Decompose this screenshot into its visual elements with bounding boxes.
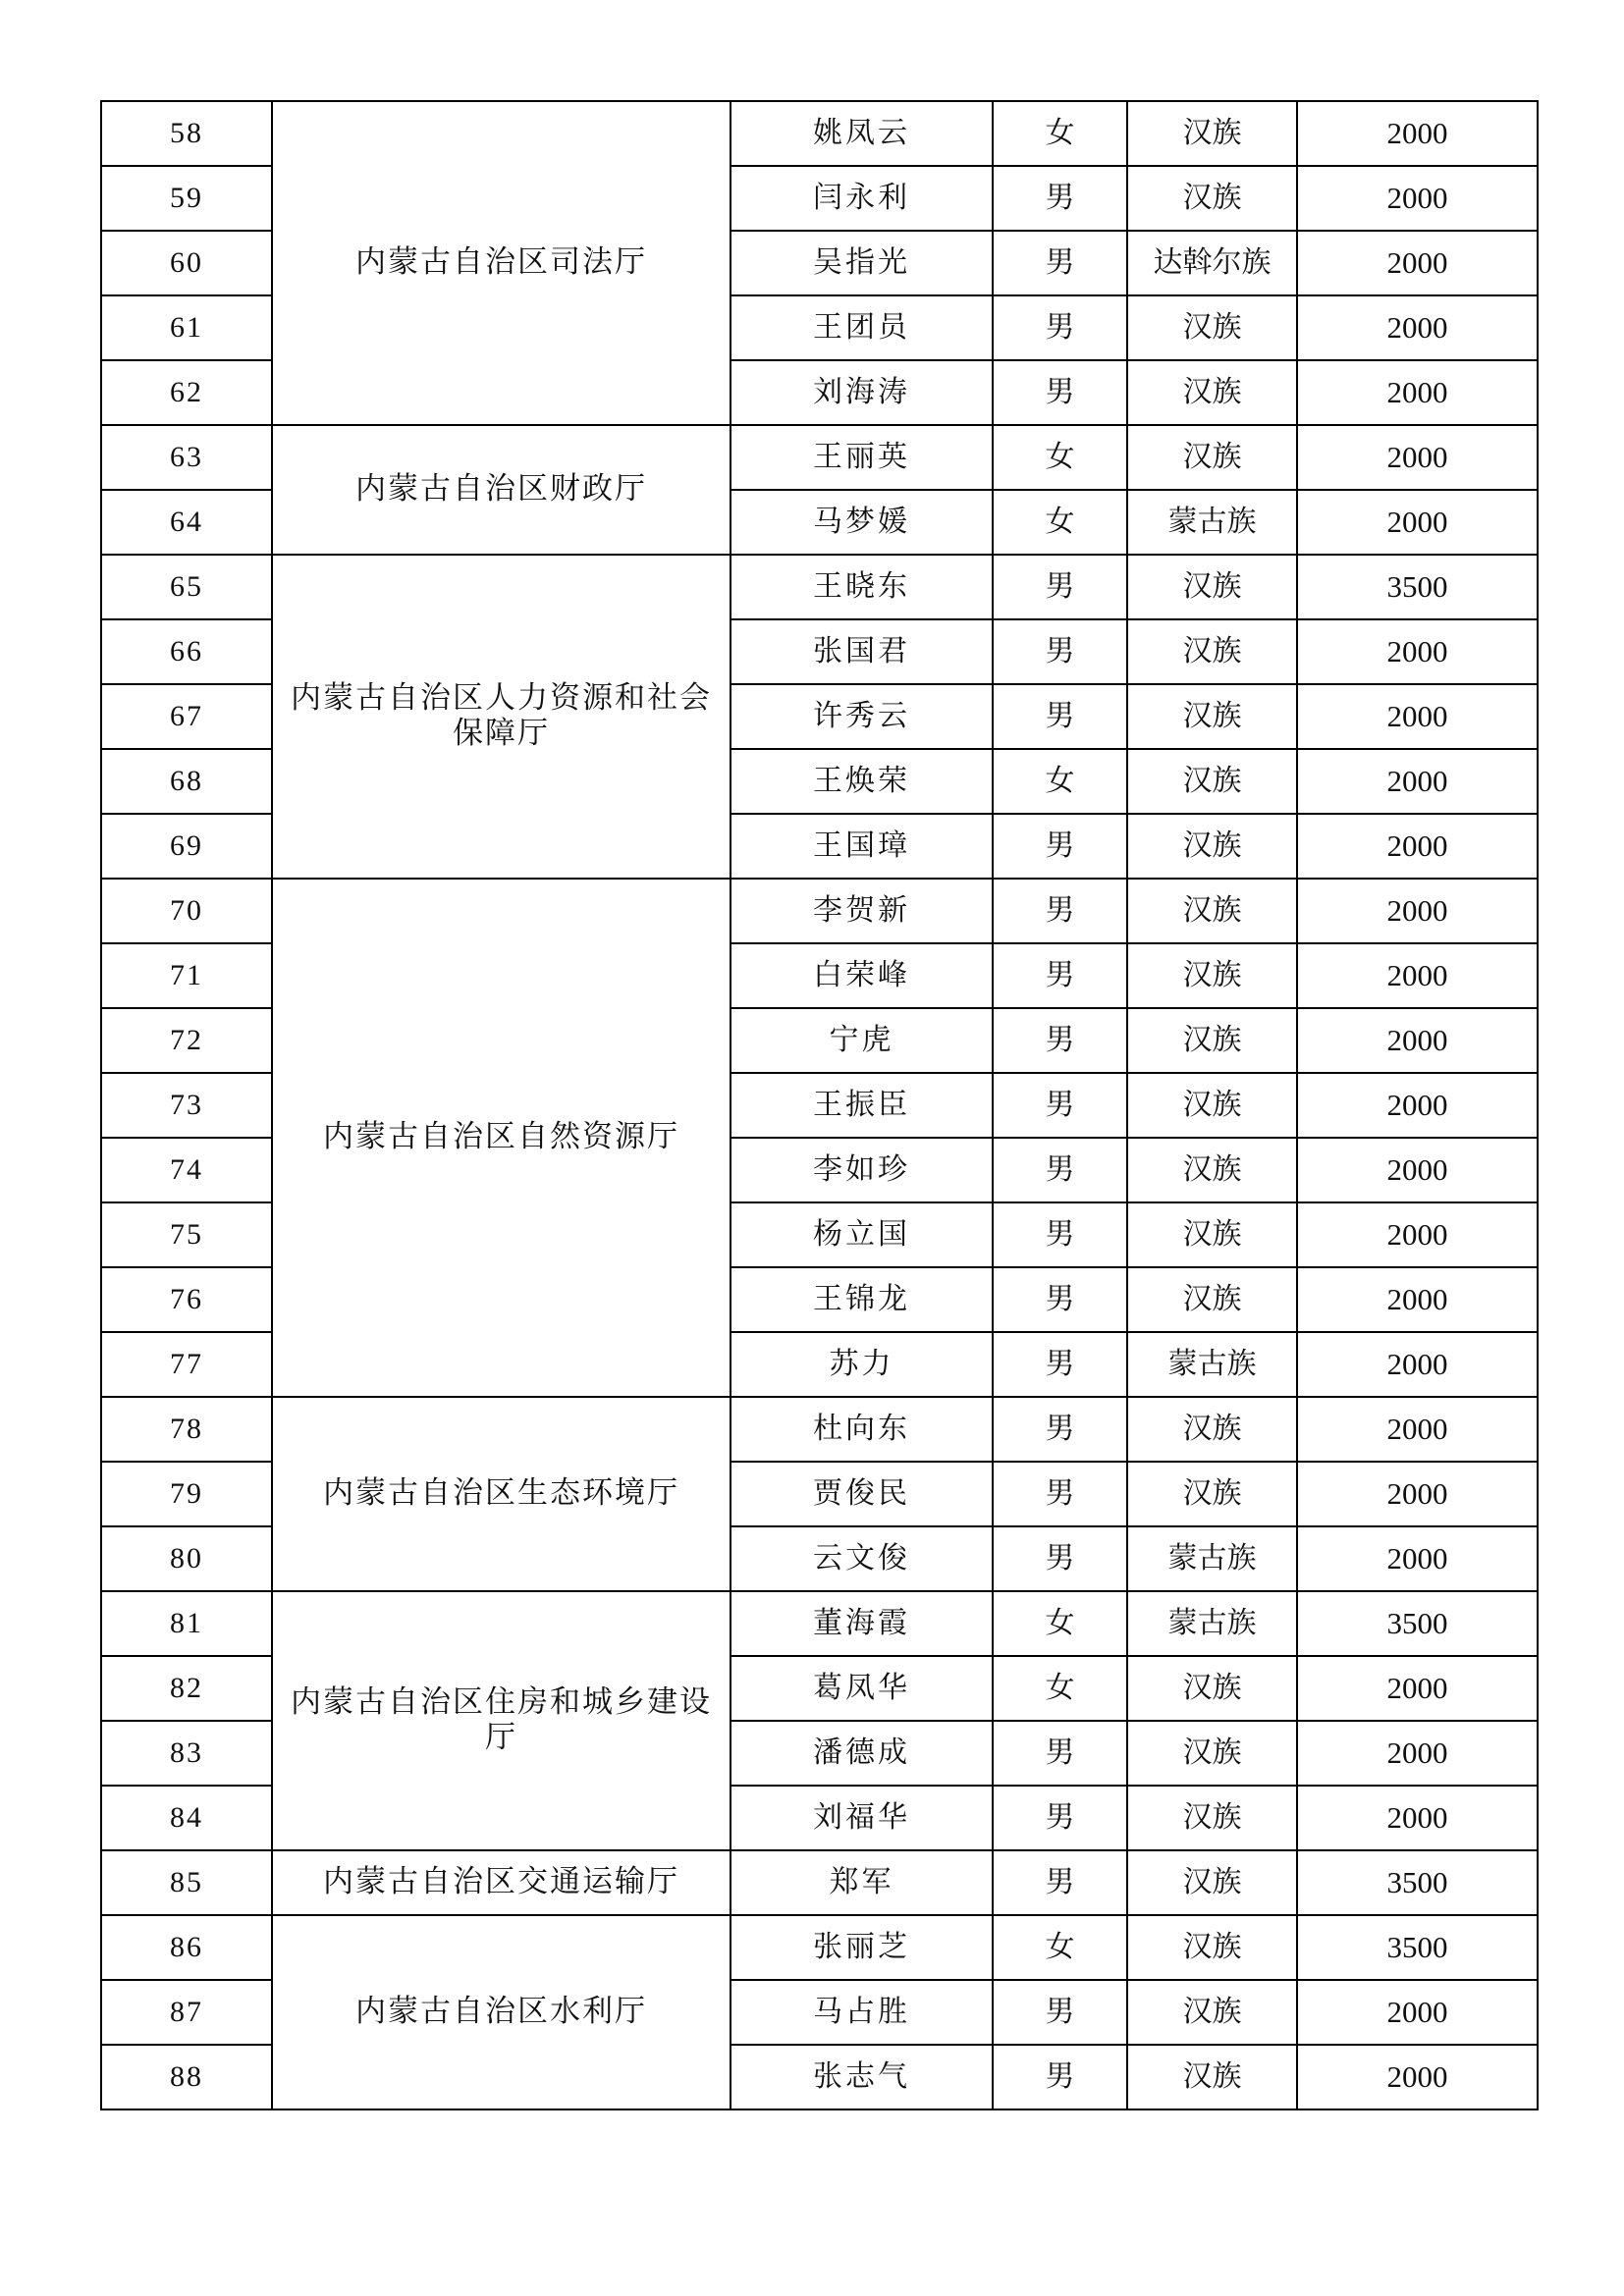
amount-cell: 2000 bbox=[1297, 166, 1538, 231]
gender-cell: 男 bbox=[993, 1786, 1127, 1850]
serial-number-cell: 81 bbox=[101, 1591, 272, 1656]
department-cell: 内蒙古自治区司法厅 bbox=[272, 101, 731, 425]
gender-cell: 男 bbox=[993, 1397, 1127, 1462]
name-cell: 李如珍 bbox=[731, 1138, 993, 1202]
name-cell: 姚凤云 bbox=[731, 101, 993, 166]
gender-cell: 男 bbox=[993, 943, 1127, 1008]
serial-number-cell: 61 bbox=[101, 295, 272, 360]
gender-cell: 男 bbox=[993, 814, 1127, 879]
serial-number-cell: 82 bbox=[101, 1656, 272, 1721]
recipient-table-body bbox=[101, 101, 1538, 2109]
name-cell: 王振臣 bbox=[731, 1073, 993, 1138]
name-cell: 苏力 bbox=[731, 1332, 993, 1397]
name-cell: 郑军 bbox=[731, 1850, 993, 1915]
ethnicity-cell: 蒙古族 bbox=[1127, 490, 1297, 555]
name-cell: 张国君 bbox=[731, 619, 993, 684]
amount-cell: 2000 bbox=[1297, 1786, 1538, 1850]
amount-cell: 2000 bbox=[1297, 231, 1538, 295]
amount-cell: 2000 bbox=[1297, 749, 1538, 814]
department-cell: 内蒙古自治区水利厅 bbox=[272, 1915, 731, 2109]
department-cell: 内蒙古自治区自然资源厅 bbox=[272, 879, 731, 1397]
ethnicity-cell: 汉族 bbox=[1127, 101, 1297, 166]
ethnicity-cell: 汉族 bbox=[1127, 1267, 1297, 1332]
serial-number-cell: 66 bbox=[101, 619, 272, 684]
ethnicity-cell: 汉族 bbox=[1127, 425, 1297, 490]
serial-number-cell: 87 bbox=[101, 1980, 272, 2045]
ethnicity-cell: 汉族 bbox=[1127, 1397, 1297, 1462]
ethnicity-cell: 汉族 bbox=[1127, 879, 1297, 943]
name-cell: 王国璋 bbox=[731, 814, 993, 879]
ethnicity-cell: 达斡尔族 bbox=[1127, 231, 1297, 295]
name-cell: 王锦龙 bbox=[731, 1267, 993, 1332]
ethnicity-cell: 汉族 bbox=[1127, 555, 1297, 619]
name-cell: 董海霞 bbox=[731, 1591, 993, 1656]
gender-cell: 男 bbox=[993, 360, 1127, 425]
name-cell: 杨立国 bbox=[731, 1202, 993, 1267]
amount-cell: 2000 bbox=[1297, 619, 1538, 684]
name-cell: 宁虎 bbox=[731, 1008, 993, 1073]
gender-cell: 女 bbox=[993, 490, 1127, 555]
name-cell: 闫永利 bbox=[731, 166, 993, 231]
gender-cell: 男 bbox=[993, 1073, 1127, 1138]
serial-number-cell: 79 bbox=[101, 1462, 272, 1526]
serial-number-cell: 86 bbox=[101, 1915, 272, 1980]
amount-cell: 2000 bbox=[1297, 943, 1538, 1008]
department-cell: 内蒙古自治区交通运输厅 bbox=[272, 1850, 731, 1915]
name-cell: 潘德成 bbox=[731, 1721, 993, 1786]
ethnicity-cell: 汉族 bbox=[1127, 943, 1297, 1008]
serial-number-cell: 59 bbox=[101, 166, 272, 231]
gender-cell: 女 bbox=[993, 1656, 1127, 1721]
serial-number-cell: 69 bbox=[101, 814, 272, 879]
ethnicity-cell: 汉族 bbox=[1127, 1915, 1297, 1980]
gender-cell: 男 bbox=[993, 166, 1127, 231]
gender-cell: 男 bbox=[993, 2045, 1127, 2109]
amount-cell: 3500 bbox=[1297, 1915, 1538, 1980]
serial-number-cell: 62 bbox=[101, 360, 272, 425]
gender-cell: 男 bbox=[993, 1267, 1127, 1332]
serial-number-cell: 73 bbox=[101, 1073, 272, 1138]
ethnicity-cell: 汉族 bbox=[1127, 360, 1297, 425]
amount-cell: 3500 bbox=[1297, 555, 1538, 619]
ethnicity-cell: 汉族 bbox=[1127, 1850, 1297, 1915]
serial-number-cell: 74 bbox=[101, 1138, 272, 1202]
table-row bbox=[101, 101, 1538, 166]
gender-cell: 男 bbox=[993, 1462, 1127, 1526]
name-cell: 杜向东 bbox=[731, 1397, 993, 1462]
ethnicity-cell: 汉族 bbox=[1127, 1073, 1297, 1138]
ethnicity-cell: 汉族 bbox=[1127, 1786, 1297, 1850]
name-cell: 葛凤华 bbox=[731, 1656, 993, 1721]
department-cell: 内蒙古自治区生态环境厅 bbox=[272, 1397, 731, 1591]
serial-number-cell: 60 bbox=[101, 231, 272, 295]
amount-cell: 2000 bbox=[1297, 1202, 1538, 1267]
table-row bbox=[101, 1397, 1538, 1462]
serial-number-cell: 75 bbox=[101, 1202, 272, 1267]
ethnicity-cell: 汉族 bbox=[1127, 1980, 1297, 2045]
gender-cell: 男 bbox=[993, 1980, 1127, 2045]
gender-cell: 女 bbox=[993, 425, 1127, 490]
ethnicity-cell: 汉族 bbox=[1127, 1462, 1297, 1526]
amount-cell: 2000 bbox=[1297, 295, 1538, 360]
amount-cell: 2000 bbox=[1297, 101, 1538, 166]
name-cell: 刘福华 bbox=[731, 1786, 993, 1850]
name-cell: 贾俊民 bbox=[731, 1462, 993, 1526]
amount-cell: 2000 bbox=[1297, 1332, 1538, 1397]
gender-cell: 男 bbox=[993, 1332, 1127, 1397]
name-cell: 云文俊 bbox=[731, 1526, 993, 1591]
name-cell: 刘海涛 bbox=[731, 360, 993, 425]
serial-number-cell: 63 bbox=[101, 425, 272, 490]
gender-cell: 男 bbox=[993, 684, 1127, 749]
ethnicity-cell: 蒙古族 bbox=[1127, 1332, 1297, 1397]
gender-cell: 女 bbox=[993, 1591, 1127, 1656]
name-cell: 许秀云 bbox=[731, 684, 993, 749]
ethnicity-cell: 汉族 bbox=[1127, 749, 1297, 814]
serial-number-cell: 71 bbox=[101, 943, 272, 1008]
amount-cell: 2000 bbox=[1297, 1267, 1538, 1332]
name-cell: 王晓东 bbox=[731, 555, 993, 619]
amount-cell: 2000 bbox=[1297, 1008, 1538, 1073]
name-cell: 马梦媛 bbox=[731, 490, 993, 555]
ethnicity-cell: 蒙古族 bbox=[1127, 1591, 1297, 1656]
ethnicity-cell: 汉族 bbox=[1127, 2045, 1297, 2109]
amount-cell: 2000 bbox=[1297, 1138, 1538, 1202]
name-cell: 王丽英 bbox=[731, 425, 993, 490]
gender-cell: 男 bbox=[993, 1202, 1127, 1267]
name-cell: 马占胜 bbox=[731, 1980, 993, 2045]
ethnicity-cell: 汉族 bbox=[1127, 166, 1297, 231]
gender-cell: 男 bbox=[993, 295, 1127, 360]
amount-cell: 3500 bbox=[1297, 1591, 1538, 1656]
amount-cell: 2000 bbox=[1297, 490, 1538, 555]
serial-number-cell: 88 bbox=[101, 2045, 272, 2109]
ethnicity-cell: 汉族 bbox=[1127, 619, 1297, 684]
ethnicity-cell: 汉族 bbox=[1127, 684, 1297, 749]
amount-cell: 2000 bbox=[1297, 425, 1538, 490]
serial-number-cell: 65 bbox=[101, 555, 272, 619]
serial-number-cell: 76 bbox=[101, 1267, 272, 1332]
table-row bbox=[101, 879, 1538, 943]
table-row bbox=[101, 1915, 1538, 1980]
serial-number-cell: 78 bbox=[101, 1397, 272, 1462]
gender-cell: 男 bbox=[993, 619, 1127, 684]
amount-cell: 2000 bbox=[1297, 1656, 1538, 1721]
ethnicity-cell: 蒙古族 bbox=[1127, 1526, 1297, 1591]
ethnicity-cell: 汉族 bbox=[1127, 1202, 1297, 1267]
amount-cell: 2000 bbox=[1297, 1721, 1538, 1786]
ethnicity-cell: 汉族 bbox=[1127, 295, 1297, 360]
serial-number-cell: 64 bbox=[101, 490, 272, 555]
gender-cell: 男 bbox=[993, 1138, 1127, 1202]
serial-number-cell: 72 bbox=[101, 1008, 272, 1073]
gender-cell: 男 bbox=[993, 1526, 1127, 1591]
ethnicity-cell: 汉族 bbox=[1127, 1008, 1297, 1073]
department-cell: 内蒙古自治区人力资源和社会保障厅 bbox=[272, 555, 731, 879]
name-cell: 张丽芝 bbox=[731, 1915, 993, 1980]
ethnicity-cell: 汉族 bbox=[1127, 1721, 1297, 1786]
name-cell: 李贺新 bbox=[731, 879, 993, 943]
gender-cell: 男 bbox=[993, 231, 1127, 295]
serial-number-cell: 68 bbox=[101, 749, 272, 814]
recipient-table bbox=[100, 100, 1539, 2110]
serial-number-cell: 70 bbox=[101, 879, 272, 943]
amount-cell: 2000 bbox=[1297, 814, 1538, 879]
serial-number-cell: 67 bbox=[101, 684, 272, 749]
gender-cell: 男 bbox=[993, 879, 1127, 943]
serial-number-cell: 58 bbox=[101, 101, 272, 166]
table-row bbox=[101, 425, 1538, 490]
amount-cell: 2000 bbox=[1297, 360, 1538, 425]
amount-cell: 2000 bbox=[1297, 1980, 1538, 2045]
gender-cell: 女 bbox=[993, 749, 1127, 814]
ethnicity-cell: 汉族 bbox=[1127, 1138, 1297, 1202]
gender-cell: 女 bbox=[993, 101, 1127, 166]
name-cell: 张志气 bbox=[731, 2045, 993, 2109]
amount-cell: 2000 bbox=[1297, 684, 1538, 749]
gender-cell: 男 bbox=[993, 1721, 1127, 1786]
serial-number-cell: 84 bbox=[101, 1786, 272, 1850]
amount-cell: 2000 bbox=[1297, 2045, 1538, 2109]
serial-number-cell: 83 bbox=[101, 1721, 272, 1786]
ethnicity-cell: 汉族 bbox=[1127, 1656, 1297, 1721]
department-cell: 内蒙古自治区住房和城乡建设厅 bbox=[272, 1591, 731, 1850]
name-cell: 吴指光 bbox=[731, 231, 993, 295]
table-row bbox=[101, 555, 1538, 619]
name-cell: 王焕荣 bbox=[731, 749, 993, 814]
gender-cell: 男 bbox=[993, 555, 1127, 619]
serial-number-cell: 80 bbox=[101, 1526, 272, 1591]
amount-cell: 3500 bbox=[1297, 1850, 1538, 1915]
gender-cell: 男 bbox=[993, 1008, 1127, 1073]
name-cell: 白荣峰 bbox=[731, 943, 993, 1008]
amount-cell: 2000 bbox=[1297, 879, 1538, 943]
gender-cell: 女 bbox=[993, 1915, 1127, 1980]
serial-number-cell: 85 bbox=[101, 1850, 272, 1915]
amount-cell: 2000 bbox=[1297, 1526, 1538, 1591]
serial-number-cell: 77 bbox=[101, 1332, 272, 1397]
amount-cell: 2000 bbox=[1297, 1397, 1538, 1462]
table-row bbox=[101, 1591, 1538, 1656]
name-cell: 王团员 bbox=[731, 295, 993, 360]
amount-cell: 2000 bbox=[1297, 1462, 1538, 1526]
table-row bbox=[101, 1850, 1538, 1915]
department-cell: 内蒙古自治区财政厅 bbox=[272, 425, 731, 555]
gender-cell: 男 bbox=[993, 1850, 1127, 1915]
amount-cell: 2000 bbox=[1297, 1073, 1538, 1138]
ethnicity-cell: 汉族 bbox=[1127, 814, 1297, 879]
